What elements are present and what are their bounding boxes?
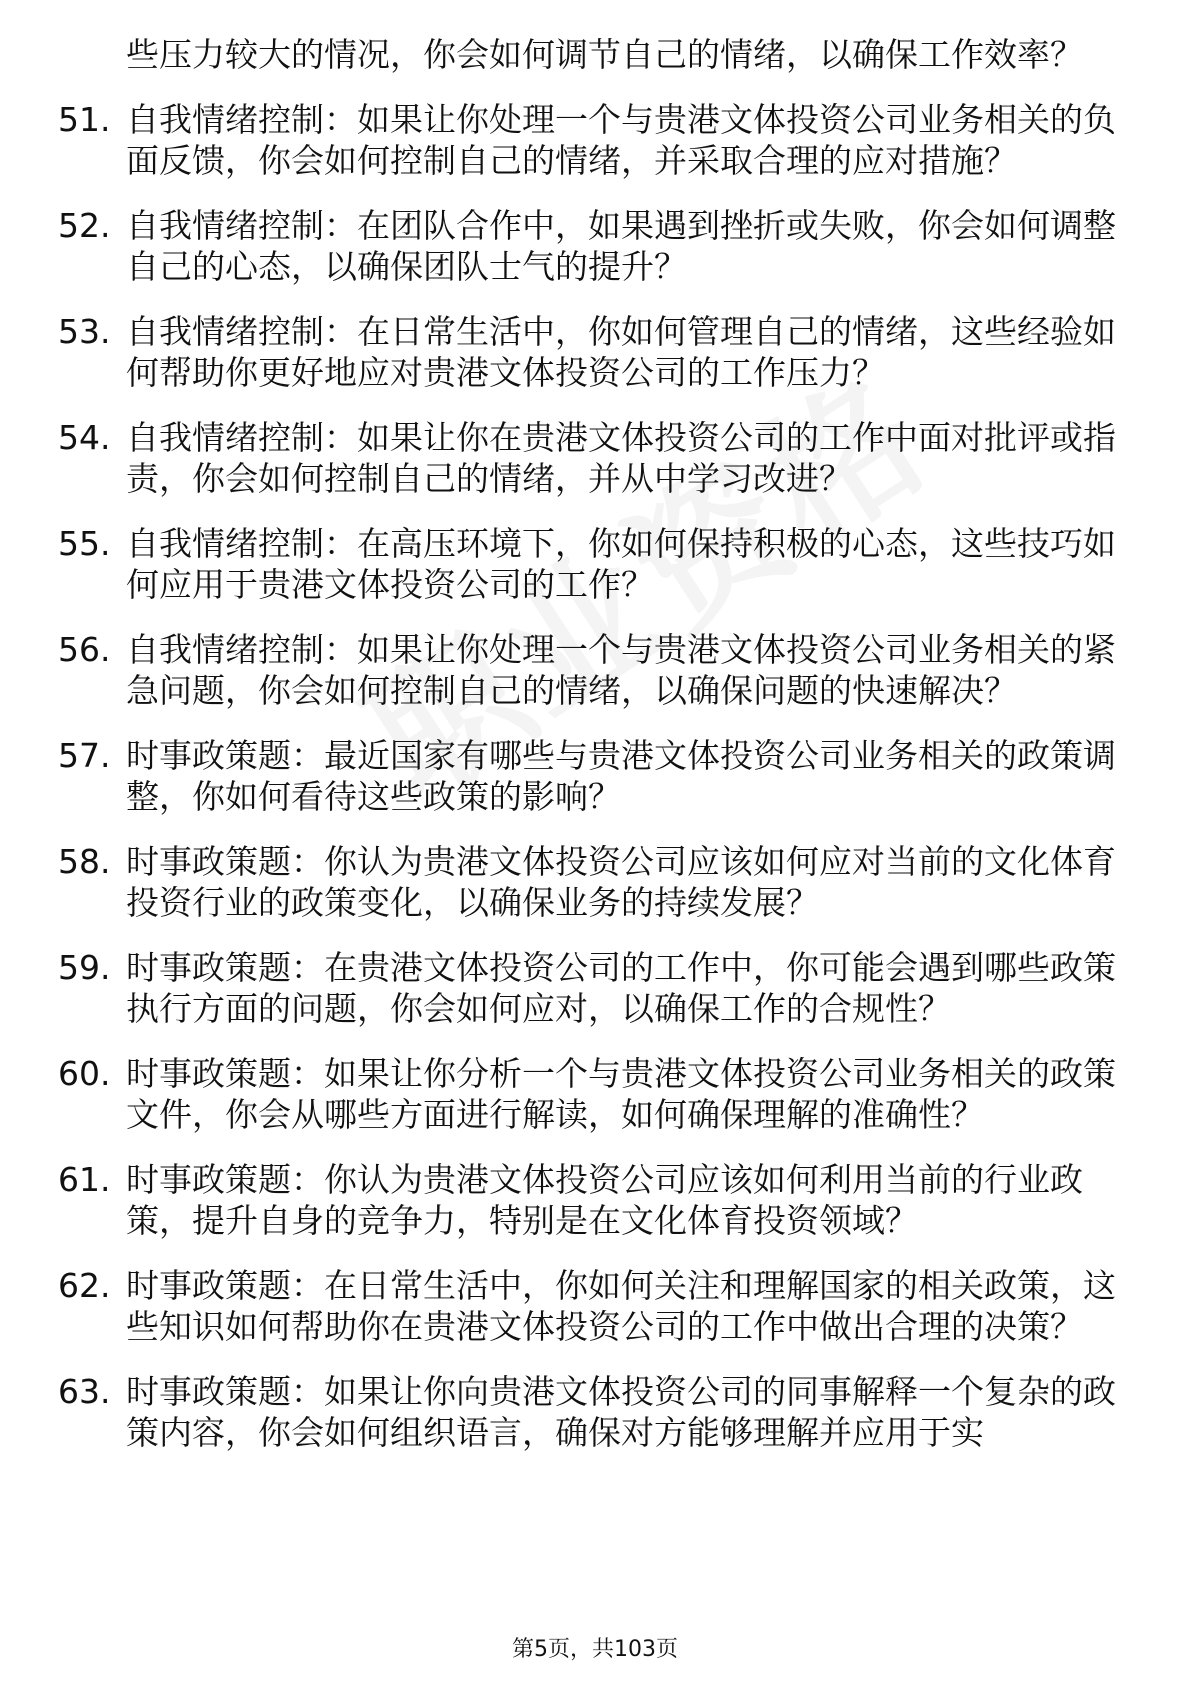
question-text: 自我情绪控制：如果让你处理一个与贵港文体投资公司业务相关的负面反馈，你会如何控制自己的情绪，并采取合理的应对措施？: [126, 100, 1116, 180]
question-text: 自我情绪控制：在团队合作中，如果遇到挫折或失败，你会如何调整自己的心态，以确保团队士气的提升？: [126, 206, 1116, 286]
question-item: [58, 947, 1118, 1029]
question-text: 时事政策题：最近国家有哪些与贵港文体投资公司业务相关的政策调整，你如何看待这些政策的影响？: [126, 736, 1116, 816]
question-item: [58, 1053, 1118, 1135]
question-item: [58, 735, 1118, 817]
page-footer: 第5页，共103页: [512, 1637, 678, 1662]
question-item: [58, 1371, 1118, 1453]
continued-paragraph: 些压力较大的情况，你会如何调节自己的情绪，以确保工作效率？: [126, 35, 1083, 74]
question-text: 自我情绪控制：在日常生活中，你如何管理自己的情绪，这些经验如何帮助你更好地应对贵港文体投资公司的工作压力？: [126, 312, 1116, 392]
question-text: 时事政策题：如果让你分析一个与贵港文体投资公司业务相关的政策文件，你会从哪些方面进行解读，如何确保理解的准确性？: [126, 1054, 1116, 1134]
page-content: [58, 34, 1118, 1477]
question-number: 54.: [58, 418, 111, 457]
question-item: [58, 1265, 1118, 1347]
question-number: 56.: [58, 630, 111, 669]
question-item: [58, 205, 1118, 287]
question-text: 自我情绪控制：如果让你在贵港文体投资公司的工作中面对批评或指责，你会如何控制自己的情绪，并从中学习改进？: [126, 418, 1116, 498]
question-text: 时事政策题：在贵港文体投资公司的工作中，你可能会遇到哪些政策执行方面的问题，你会如何应对，以确保工作的合规性？: [126, 948, 1116, 1028]
question-text: 时事政策题：你认为贵港文体投资公司应该如何应对当前的文化体育投资行业的政策变化，以确保业务的持续发展？: [126, 842, 1116, 922]
question-number: 58.: [58, 842, 111, 881]
question-number: 60.: [58, 1054, 111, 1093]
question-text: 自我情绪控制：在高压环境下，你如何保持积极的心态，这些技巧如何应用于贵港文体投资公司的工作？: [126, 524, 1116, 604]
question-text: 时事政策题：在日常生活中，你如何关注和理解国家的相关政策，这些知识如何帮助你在贵港文体投资公司的工作中做出合理的决策？: [126, 1266, 1116, 1346]
question-number: 52.: [58, 206, 111, 245]
question-item: [58, 841, 1118, 923]
question-item: [58, 629, 1118, 711]
question-number: 51.: [58, 100, 111, 139]
question-text: 时事政策题：你认为贵港文体投资公司应该如何利用当前的行业政策，提升自身的竞争力，特别是在文化体育投资领域？: [126, 1160, 1083, 1240]
question-item: [58, 99, 1118, 181]
question-item: [58, 1159, 1118, 1241]
question-text: 自我情绪控制：如果让你处理一个与贵港文体投资公司业务相关的紧急问题，你会如何控制自己的情绪，以确保问题的快速解决？: [126, 630, 1116, 710]
question-number: 57.: [58, 736, 111, 775]
question-item: [58, 417, 1118, 499]
question-list: [58, 99, 1118, 1453]
question-item: [58, 523, 1118, 605]
question-number: 61.: [58, 1160, 111, 1199]
question-text: 时事政策题：如果让你向贵港文体投资公司的同事解释一个复杂的政策内容，你会如何组织语言，确保对方能够理解并应用于实: [126, 1372, 1116, 1452]
question-number: 62.: [58, 1266, 111, 1305]
question-number: 55.: [58, 524, 111, 563]
question-number: 53.: [58, 312, 111, 351]
question-number: 59.: [58, 948, 111, 987]
question-item: [58, 311, 1118, 393]
question-number: 63.: [58, 1372, 111, 1411]
